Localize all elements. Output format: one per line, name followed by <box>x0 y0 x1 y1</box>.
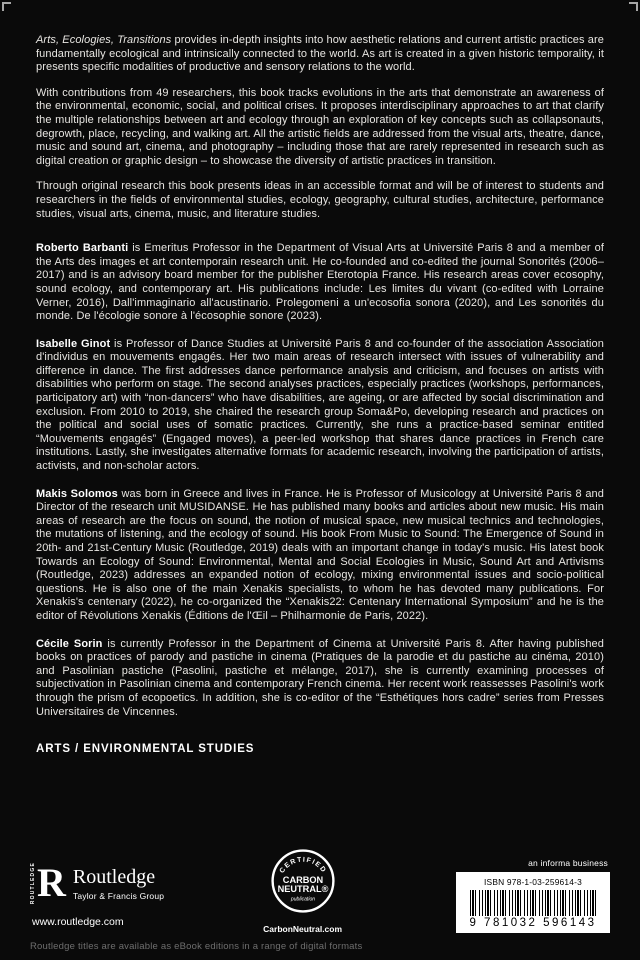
author-name: Makis Solomos <box>36 487 118 500</box>
synopsis-paragraph-1 <box>36 34 604 75</box>
crop-mark-top-right <box>629 2 638 11</box>
book-title: Arts, Ecologies, Transitions <box>36 34 172 46</box>
routledge-wordmark: Routledge <box>72 865 156 888</box>
publisher-website: www.routledge.com <box>32 916 124 928</box>
author-name: Cécile Sorin <box>36 637 103 650</box>
author-bio-ginot <box>36 338 604 474</box>
cover-footer <box>30 846 610 946</box>
isbn-label: ISBN 978-1-03-259614-3 <box>484 877 582 887</box>
svg-text:CERTIFIED <box>278 857 327 875</box>
isbn-digits: 9 781032 596143 <box>469 917 597 929</box>
badge-certified-text: CERTIFIED <box>278 856 327 875</box>
synopsis-paragraph-2: With contributions from 49 researchers, this book tracks evolutions in the arts that demonstrate an awareness of the environmental, economic, social, and political crises. It proposes interdisciplinary approaches to art that clarify the multiple relationships between art and ecology through an exploration of key concepts such as collapsonauts, degrowth, place, recycling, and walking art. All the artistic fields are addressed from the visual arts, theatre, dance, music and sound art, cinema, and photography – including those that are rarely represented in research such as digital creation or graphic design – to showcase the diversity of artistic practices in transition. <box>36 86 604 167</box>
barcode-bars <box>470 890 596 916</box>
author-bio-solomos <box>36 488 604 624</box>
carbon-neutral-url: CarbonNeutral.com <box>263 924 343 934</box>
synopsis-paragraph-3: Through original research this book presents ideas in an accessible format and will be of interest to students and researchers in the fields of environmental studies, ecology, geography, cultural studies, architecture, performance studies, visual arts, cinema, music, and literature studies. <box>36 180 604 220</box>
isbn-barcode-block <box>456 872 610 933</box>
author-bio-sorin <box>36 638 604 720</box>
badge-publication-text: publication <box>290 896 315 903</box>
author-bio-text: is currently Professor in the Department of Cinema at Université Paris 8. After having published books on practices of parody and pastiche in cinema (Pratiques de la parodie et du pastiche au cinéma, 2010) and Pasolinian pastiche (Pasolini, pastiche et mélange, 2017), she is currently examining processes of subjectivation in Pasolinian cinema and contemporary French cinema. Her recent work reassesses Pasolini's work through the prism of ecopoetics. In addition, she is co-editor of the “Esthétiques hors cadre” series from Presses Universitaires de Vincennes. <box>36 637 604 718</box>
author-bio-text: was born in Greece and lives in France. He is Professor of Musicology at Université Paris 8 and Director of the research unit MUSIDANSE. He has published many books and articles about new music. His main areas of research are the focus on sound, the notion of musical space, new musical technics and technologies, the mutations of listening, and the ecology of sound. His book From Music to Sound: The Emergence of Sound in 20th- and 21st-Century Music (Routledge, 2019) deals with an important change in today's music. His latest book Towards an Ecology of Sound: Environmental, Mental and Social Ecologies in Music, Sound Art and Artivisms (Routledge, 2023) addresses an expanded notion of ecology, mixing environmental issues and socio-political questions. He is also one of the main Xenakis specialists, to whom he has devoted many publications. For Xenakis's centenary (2022), he co-organized the “Xenakis22: Centenary International Symposium” and he is the editor of Révolutions Xenakis (Éditions de l'Œil – Philharmonie de Paris, 2022). <box>36 487 604 622</box>
back-cover-text <box>36 34 604 755</box>
routledge-r-monogram: R <box>37 860 66 906</box>
author-bio-barbanti <box>36 242 604 324</box>
routledge-logo-mark <box>30 862 66 904</box>
carbon-neutral-badge-icon <box>268 846 338 916</box>
badge-neutral-text: NEUTRAL® <box>277 884 328 895</box>
routledge-wordmark-block <box>73 866 164 901</box>
author-bio-text: is Professor of Dance Studies at Université Paris 8 and co-founder of the association Association d'individus en mouvements engagés. Her two main areas of research intersect with issues of vulnerability and difference in dance. The first addresses dance performance analysis and criticism, and focuses on artists with disabilities who perform on stage. The second analyses practices, especially practices (workshops, performances, participatory art) with “non-dancers” who have disabilities, are ageing, or are affected by social discrimination and exclusion. From 2010 to 2019, she chaired the research group Soma&Po, developing research and practices on the political and social uses of somatic practices. Currently, she runs a practice-based seminar entitled “Mouvements engagés” (Engaged moves), a peer-led workshop that shares dance practices in French care institutions. Lastly, she investigates alternative formats for academic research, involving the participation of artists, activists, and non-scholar actors. <box>36 337 604 473</box>
informa-business-label: an informa business <box>528 858 608 868</box>
author-bios <box>36 242 604 719</box>
subject-category: ARTS / ENVIRONMENTAL STUDIES <box>36 743 255 756</box>
badge-carbon-text: CARBON <box>282 874 323 885</box>
carbon-neutral-badge <box>248 846 358 934</box>
routledge-logo <box>30 862 164 904</box>
crop-mark-top-left <box>2 2 11 11</box>
taylor-francis-group-label: Taylor & Francis Group <box>72 890 165 901</box>
author-name: Roberto Barbanti <box>36 242 129 255</box>
ebook-availability-note: Routledge titles are available as eBook editions in a range of digital formats <box>30 941 363 952</box>
routledge-vertical-text: ROUTLEDGE <box>30 862 36 905</box>
author-bio-text: is Emeritus Professor in the Department of Visual Arts at Université Paris 8 and a member of the Arts des images et art contemporain research unit. He co-founded and co-edited the journal Sonorités (2006–2017) and is an advisory board member for the publisher Eterotopia France. His research areas cover ecosophy, sound ecology, and contemporary art. His publications include: Les limites du vivant (co-edited with Lorraine Verner, 2016), Dall'immaginario all'acustinario. Prolegomeni a un'ecosofia sonora (2020), and Les sonorités du monde. De l'écologie sonore à l'écosophie sonore (2023). <box>36 242 605 323</box>
author-name: Isabelle Ginot <box>36 337 111 350</box>
synopsis-text: provides in-depth insights into how aesthetic relations and current artistic practices are fundamentally ecological and intrinsically connected to the world. As art is created in a given historic temporality, it presents specific modalities of productive and sensory relations to the world. <box>36 34 605 74</box>
